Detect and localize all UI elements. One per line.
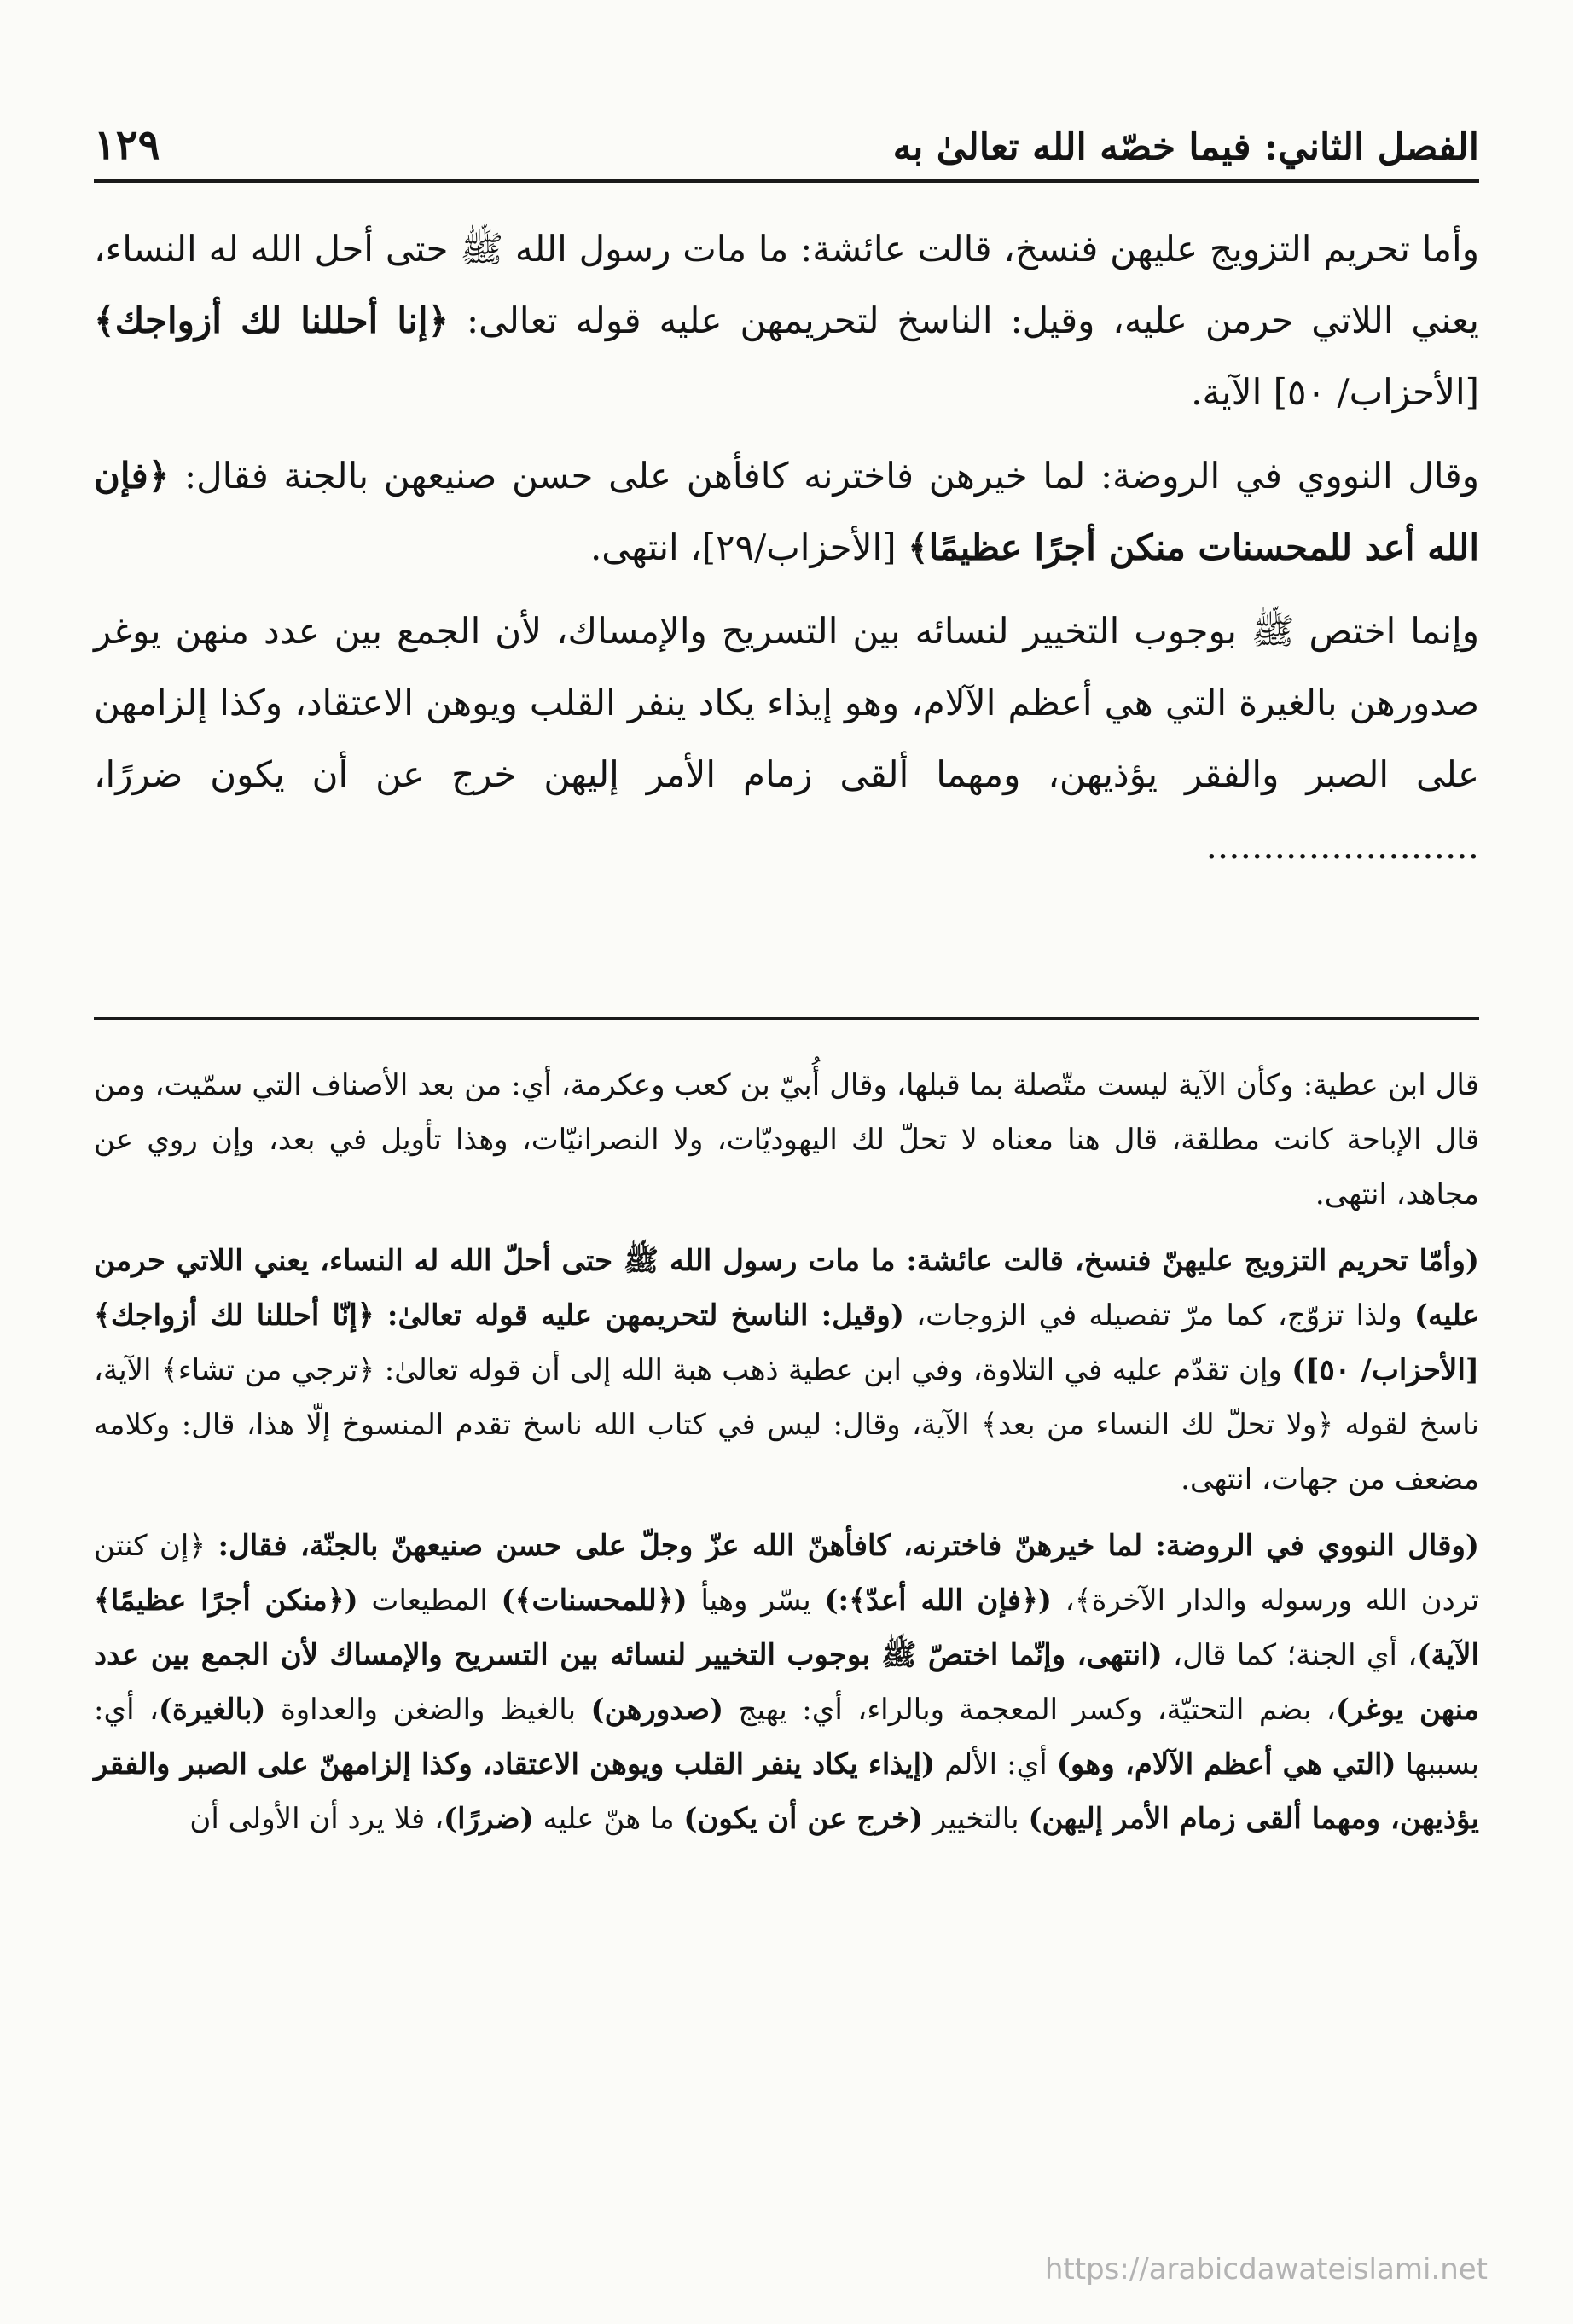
main-text-span: [الأحزاب/٢٩]، انتهى.	[589, 526, 908, 568]
quoted-main-text: (انتهى، وإنّما اختصّ ﷺ بوجوب التخيير لنسائه بين التسريح والإمساك لأن الجمع بين عدد منهن يوغر)	[94, 1638, 1479, 1727]
main-paragraph	[94, 213, 1479, 428]
commentary-span: ما هنّ عليه	[533, 1802, 684, 1836]
quoted-main-text: (وقيل: الناسخ لتحريمهن عليه قوله تعالىٰ: ﴿إنّا أحللنا لك أزواجك﴾ [الأحزاب/ ٥٠])	[94, 1299, 1479, 1387]
main-text-span: وأما تحريم التزويج عليهن فنسخ، قالت عائشة: ما مات رسول الله ﷺ حتى أحل الله له النساء، يعني اللاتي حرمن عليه، وقيل: الناسخ لتحريمهن عليه قوله تعالى:	[94, 228, 1479, 341]
quoted-main-text: (خرج عن أن يكون)	[683, 1802, 924, 1836]
header-rule	[94, 179, 1479, 183]
main-text-span: وقال النووي في الروضة: لما خيرهن فاخترنه كافأهن على حسن صنيعهن بالجنة فقال:	[169, 455, 1479, 497]
quoted-main-text: (ضررًا)	[444, 1802, 534, 1836]
commentary-paragraph	[94, 1519, 1479, 1846]
commentary-span: بالتخيير	[923, 1802, 1029, 1836]
commentary-span: ، فلا يرد أن الأولى أن	[189, 1802, 444, 1836]
quoted-main-text: (﴿منكن أجرًا عظيمًا﴾ الآية)	[94, 1583, 1479, 1672]
commentary-span: ولذا تزوّج، كما مرّ تفصيله في الزوجات،	[903, 1299, 1414, 1333]
quran-verse: ﴿فإن الله أعد للمحسنات منكن أجرًا عظيمًا﴾	[94, 455, 1479, 568]
quoted-main-text: (التي هي أعظم الآلام، وهو)	[1056, 1747, 1396, 1781]
quoted-main-text: (﴿للمحسنات﴾)	[501, 1583, 688, 1618]
commentary-paragraph	[94, 1234, 1479, 1507]
commentary-span: ، أي الجنة؛ كما قال،	[1162, 1638, 1418, 1672]
commentary-span: المطيعات	[357, 1583, 502, 1618]
commentary-span: ، أي: بسببها	[94, 1693, 1479, 1781]
quoted-main-text: (وأمّا تحريم التزويج عليهنّ فنسخ، قالت عائشة: ما مات رسول الله ﷺ حتى أحلّ الله له النساء، يعني اللاتي حرمن عليه)	[94, 1244, 1479, 1333]
page-header	[94, 101, 1479, 169]
commentary-span: ، بضم التحتيّة، وكسر المعجمة وبالراء، أي: يهيج	[723, 1693, 1336, 1727]
main-text-span: [الأحزاب/ ٥٠] الآية.	[1191, 371, 1479, 413]
running-title: الفصل الثاني: فيما خصّه الله تعالىٰ به	[892, 125, 1479, 169]
section-divider	[94, 1017, 1479, 1020]
commentary-span: يسّر وهيأ	[687, 1583, 825, 1618]
quran-verse: ﴿إنا أحللنا لك أزواجك﴾	[94, 299, 450, 341]
quoted-main-text: (إيذاء يكاد ينفر القلب ويوهن الاعتقاد، وكذا إلزامهنّ على الصبر والفقر يؤذيهن، ومهما ألقى زمام الأمر إليهن)	[94, 1747, 1479, 1836]
quoted-main-text: (صدورهن)	[590, 1693, 724, 1727]
commentary-span: ﴿إن كنتن تردن الله ورسوله والدار الآخرة﴾،	[94, 1529, 1480, 1618]
main-text	[94, 213, 1479, 998]
quoted-main-text: (﴿فإن الله أعدّ﴾:)	[824, 1583, 1053, 1618]
commentary-paragraph: قال ابن عطية: وكأن الآية ليست متّصلة بما قبلها، وقال أُبيّ بن كعب وعكرمة، أي: من بعد الأصناف التي سمّيت، ومن قال الإباحة كانت مطلقة، قال هنا معناه لا تحلّ لك اليهوديّات، ولا النصرانيّات، وهذا تأويل في بعد، وإن روي عن مجاهد، انتهى.	[94, 1068, 1479, 1211]
quoted-main-text: (وقال النووي في الروضة: لما خيرهنّ فاخترنه، كافأهنّ الله عزّ وجلّ على حسن صنيعهنّ بالجنّة، فقال:	[218, 1529, 1480, 1563]
main-paragraph	[94, 440, 1479, 584]
page-number: ١٢٩	[94, 121, 160, 169]
commentary-span: بالغيظ والضغن والعداوة	[265, 1693, 591, 1727]
commentary-span: أي: الألم	[935, 1747, 1057, 1781]
quoted-main-text: (بالغيرة)	[158, 1693, 266, 1727]
website-watermark: https://arabicdawateislami.net	[1044, 2252, 1488, 2286]
commentary-span: وإن تقدّم عليه في التلاوة، وفي ابن عطية ذهب هبة الله إلى أن قوله تعالىٰ: ﴿ترجي من تشاء﴾ الآية، ناسخ لقوله ﴿ولا تحلّ لك النساء من بعد﴾ الآية، وقال: ليس في كتاب الله ناسخ تقدم المنسوخ إلّا هذا، قال: وكلامه مضعف من جهات، انتهى.	[94, 1353, 1479, 1496]
main-paragraph: وإنما اختص ﷺ بوجوب التخيير لنسائه بين التسريح والإمساك، لأن الجمع بين عدد منهن يوغر صدورهن بالغيرة التي هي أعظم الآلام، وهو إيذاء يكاد ينفر القلب ويوهن الاعتقاد، وكذا إلزامهن على الصبر والفقر يؤذيهن، ومهما ألقى زمام الأمر إليهن خرج عن أن يكون ضررًا، ........................	[94, 610, 1479, 867]
commentary-text	[94, 1058, 1479, 2235]
